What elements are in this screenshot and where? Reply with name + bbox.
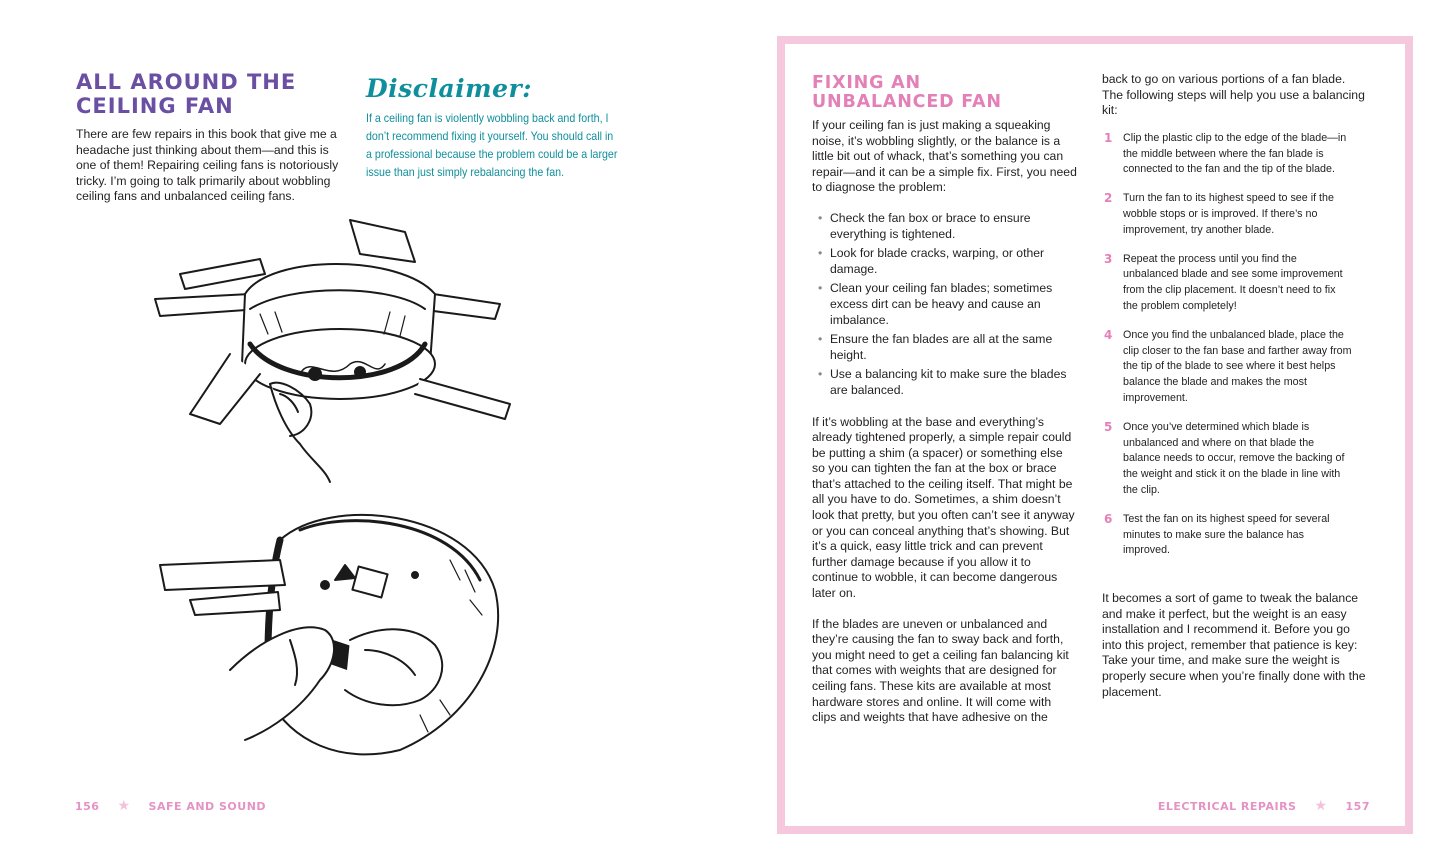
left-page-title: ALL AROUND THE CEILING FAN xyxy=(76,70,297,118)
right-section-name: ELECTRICAL REPAIRS xyxy=(1157,799,1297,813)
step-item: 3 Repeat the process until you find the unbalanced blade and see some improvement from the clip placement. It doesn’t need to fix the problem completely! xyxy=(1104,251,1343,312)
left-page xyxy=(0,0,722,864)
step-item: 5 Once you’ve determined which blade is unbalanced and where on that blade the balance needs to occur, remove the backing of the weight and stick it on the blade in line with the clip. xyxy=(1104,419,1345,496)
left-section-name: SAFE AND SOUND xyxy=(148,799,267,813)
closing-paragraph: It becomes a sort of game to tweak the balance and make it perfect, but the weight is an easy installation and I recommend it. Before you go into this project, remember that patience is key: Take your time, and make sure the weight is properly secure when you’re finally done with the placement. xyxy=(1102,591,1366,699)
step-item: 6 Test the fan on its highest speed for several minutes to make sure the balance has improved. xyxy=(1104,511,1330,557)
disclaimer-text: If a ceiling fan is violently wobbling back and forth, I don’t recommend fixing it yourself. You should call in a professional because the problem could be a larger issue than just simply rebalancing the fan. xyxy=(366,112,618,179)
right-page-number: 157 xyxy=(1345,799,1370,813)
steps-intro: back to go on various portions of a fan blade. The following steps will help you use a balancing kit: xyxy=(1102,72,1365,118)
list-item: • Ensure the fan blades are all at the same height. xyxy=(818,332,1053,362)
disclaimer-title: Disclaimer: xyxy=(366,74,532,103)
left-page-number: 156 xyxy=(75,799,100,813)
intro-paragraph: There are few repairs in this book that give me a headache just thinking about them—and this is one of them! Repairing ceiling fans is notoriously tricky. I’m going to talk primarily about wobbling ceiling fans and unbalanced ceiling fans. xyxy=(76,127,339,204)
step-item: 4 Once you find the unbalanced blade, place the clip closer to the fan base and farther away from the tip of the blade to see where it best helps balance the blade and makes the most improvement. xyxy=(1104,327,1352,404)
right-column-2 xyxy=(1102,72,1367,700)
step-item: 2 Turn the fan to its highest speed to see if the wobble stops or is improved. If there’s no improvement, try another blade. xyxy=(1104,191,1334,236)
star-icon: ★ xyxy=(1314,798,1328,814)
list-item: • Look for blade cracks, warping, or other damage. xyxy=(818,246,1045,276)
ceiling-fan-canopy-illustration xyxy=(150,214,530,484)
step-item: 1 Clip the plastic clip to the edge of the blade—in the middle between where the fan blade is connected to the fan and the tip of the blade. xyxy=(1104,130,1347,176)
shim-paragraph: If it’s wobbling at the base and everything’s already tightened properly, a simple repair could be putting a shim (a spacer) or something else so you can tighten the fan at the box or brace that’s attached to the ceiling itself. That might be all you have to do. Sometimes, a shim doesn’t look that pretty, but you often can’t see it anyway or you can conceal anything that’s showing. But it’s a quick, easy little trick and can prevent further damage because if you allow it to continue to wobble, it can become dangerous later on. xyxy=(812,414,1075,601)
right-page-title: FIXING AN UNBALANCED FAN xyxy=(812,73,1002,112)
right-column-1 xyxy=(812,118,1077,726)
list-item: • Check the fan box or brace to ensure everything is tightened. xyxy=(818,210,1031,241)
list-item: • Clean your ceiling fan blades; sometimes excess dirt can be heavy and cause an imbalance. xyxy=(818,281,1053,327)
left-footer xyxy=(75,798,266,814)
right-page xyxy=(722,0,1445,864)
fan-motor-hands-illustration xyxy=(150,500,530,760)
right-footer xyxy=(1158,798,1370,814)
star-icon: ★ xyxy=(117,798,131,814)
diagnose-paragraph: If your ceiling fan is just making a squeaking noise, it’s wobbling slightly, or the balance is a little bit out of whack, that’s something you can repair—and it can be a simple fix. First, you need to diagnose the problem: xyxy=(812,118,1077,195)
diagnose-list xyxy=(812,211,1077,399)
list-item: • Use a balancing kit to make sure the blades are balanced. xyxy=(818,367,1067,397)
balancing-kit-paragraph: If the blades are uneven or unbalanced and they’re causing the fan to sway back and forth, you might need to get a ceiling fan balancing kit that comes with weights that are designed for ceiling fans. These kits are available at most hardware stores and online. It will come with clips and weights that have adhesive on the xyxy=(812,616,1069,725)
steps-list xyxy=(1102,131,1367,559)
